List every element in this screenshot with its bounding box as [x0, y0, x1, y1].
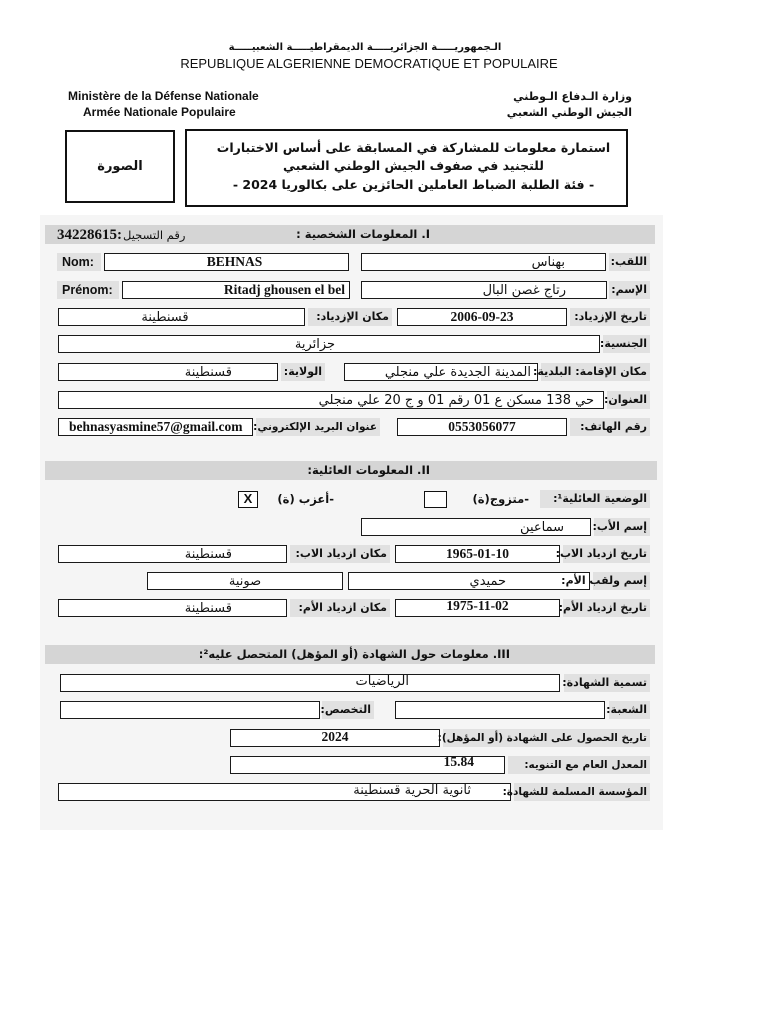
single-checkbox[interactable] [238, 491, 258, 508]
average-label: المعدل العام مع التنويه: [508, 756, 650, 774]
nom-value: BEHNAS [206, 254, 263, 269]
email-field[interactable] [58, 418, 253, 436]
residence-commune-label: مكان الإقامة: البلدية: [541, 363, 650, 381]
commune-value: المدينة الجديدة علي منجلي [384, 365, 531, 380]
father-birth-place-field[interactable] [58, 545, 287, 563]
mother-birth-date-field[interactable] [395, 599, 560, 617]
surname-ar-label: اللقب: [609, 253, 650, 271]
section-family-title: II. المعلومات العائلية: [307, 463, 430, 477]
mother-surname-field[interactable] [348, 572, 590, 590]
certificate-name-value: الرياضيات [355, 674, 409, 689]
phone-field[interactable] [397, 418, 567, 436]
father-birth-date-value: 1965-01-10 [446, 546, 509, 561]
mother-birth-place-field[interactable] [58, 599, 287, 617]
birth-date-value: 2006-09-23 [450, 309, 514, 324]
birth-place-field[interactable] [58, 308, 305, 326]
prenom-field[interactable] [122, 281, 350, 299]
father-name-field[interactable] [361, 518, 591, 536]
address-value: حي 138 مسكن ع 01 رقم 01 و ج 20 علي منجلي [318, 393, 594, 408]
first-name-ar-label: الإسم: [609, 281, 650, 299]
father-birth-place-label: مكان ازدياد الاب: [290, 545, 390, 563]
married-checkbox[interactable] [424, 491, 447, 508]
phone-value: 0553056077 [448, 419, 516, 434]
prenom-label: Prénom: [57, 281, 119, 299]
surname-ar-value: بهناس [531, 255, 565, 270]
nationality-field[interactable] [58, 335, 600, 353]
first-name-ar-value: رتاج غصن البال [482, 283, 566, 298]
father-birth-date-field[interactable] [395, 545, 560, 563]
date-obtained-field[interactable] [230, 729, 440, 747]
section-personal-title: I. المعلومات الشخصية : [296, 227, 430, 241]
average-value: 15.84 [443, 754, 474, 769]
registration-number-value: 34228615: [57, 227, 122, 243]
registration-number-label: رقم التسجيل [123, 228, 186, 242]
father-birth-place-value: قسنطينة [184, 547, 232, 562]
mother-birth-place-label: مكان ازدياد الأم: [290, 599, 390, 617]
nationality-value: جزائرية [294, 337, 336, 352]
mother-name-label: إسم ولقب الأم: [593, 572, 650, 590]
wilaya-value: قسنطينة [184, 365, 232, 380]
form-title-line-1: استمارة معلومات للمشاركة في المسابقة على أساس الاختبارات [216, 140, 611, 155]
single-option-label: -أعزب (ة) [277, 492, 334, 506]
mother-birth-place-value: قسنطينة [184, 601, 232, 616]
institution-label: المؤسسة المسلمة للشهادة: [514, 783, 650, 801]
prenom-value: Ritadj ghousen el bel [223, 282, 345, 297]
wilaya-label: الولاية: [281, 363, 325, 381]
single-check-mark: X [243, 491, 253, 506]
institution-field[interactable] [58, 783, 511, 801]
father-name-value: سماعين [520, 520, 564, 535]
mother-surname-value: حميدي [469, 574, 506, 589]
photo-label: الصورة [97, 159, 143, 174]
commune-field[interactable] [344, 363, 538, 381]
republic-french: REPUBLIQUE ALGERIENNE DEMOCRATIQUE ET POPULAIRE [180, 56, 558, 71]
phone-label: رقم الهاتف: [570, 418, 650, 436]
section-certificate-title: III. معلومات حول الشهادة (أو المؤهل) المتحصل عليه²: [198, 647, 510, 661]
mother-birth-date-label: تاريخ ازدياد الأم: [563, 599, 650, 617]
institution-value: ثانوية الحرية قسنطينة [353, 783, 471, 798]
date-obtained-label: تاريخ الحصول على الشهادة (أو المؤهل): [443, 729, 650, 747]
certificate-name-label: تسمية الشهادة: [564, 674, 650, 692]
father-name-label: إسم الأب: [594, 518, 650, 536]
specialty-field[interactable] [60, 701, 320, 719]
ministry-french: Ministère de la Défense Nationale [68, 89, 259, 103]
address-label: العنوان: [607, 391, 650, 409]
registration-number [57, 227, 185, 243]
section-certificate-bar [45, 645, 655, 664]
nom-label: Nom: [57, 253, 101, 271]
date-obtained-value: 2024 [321, 729, 349, 744]
form-title-line-3: - فئة الطلبة الضباط العاملين الحائزين على بكالوريا 2024 - [232, 177, 595, 192]
father-birth-date-label: تاريخ ازدياد الاب: [563, 545, 650, 563]
mother-first-name-field[interactable] [147, 572, 343, 590]
mother-first-name-value: صونية [228, 574, 262, 589]
mother-birth-date-value: 1975-11-02 [446, 598, 509, 613]
form-title-line-2: للتجنيد في صفوف الجيش الوطني الشعبي [283, 158, 544, 173]
nom-field[interactable] [104, 253, 349, 271]
form-title-box [185, 129, 628, 207]
marital-status-label: الوضعية العائلية¹: [540, 490, 650, 508]
branch-field[interactable] [395, 701, 605, 719]
average-field[interactable] [230, 756, 505, 774]
certificate-name-field[interactable] [60, 674, 560, 692]
republic-arabic: الـجمهوريـــــة الجزائريـــــة الديمقراطيـــــة الشعبيـــــة [228, 42, 502, 53]
army-arabic: الجيش الوطني الشعبي [506, 106, 632, 119]
birth-date-label: تاريخ الإزدياد: [570, 308, 650, 326]
email-label: عنوان البريد الإلكتروني: [256, 418, 380, 436]
wilaya-field[interactable] [58, 363, 278, 381]
photo-box [65, 130, 175, 203]
nationality-label: الجنسية: [603, 335, 650, 353]
branch-label: الشعبة: [609, 701, 650, 719]
first-name-ar-field[interactable] [361, 281, 607, 299]
army-french: Armée Nationale Populaire [83, 105, 236, 119]
ministry-arabic: وزارة الـدفاع الـوطني [513, 90, 632, 103]
birth-date-field[interactable] [397, 308, 567, 326]
birth-place-label: مكان الإزدياد: [308, 308, 392, 326]
married-option-label: -متزوج(ة) [472, 492, 529, 506]
section-family-bar [45, 461, 657, 480]
email-value: behnasyasmine57@gmail.com [69, 419, 243, 434]
specialty-label: التخصص: [322, 701, 374, 719]
address-field[interactable] [58, 391, 604, 409]
surname-ar-field[interactable] [361, 253, 606, 271]
birth-place-value: قسنطينة [141, 310, 189, 325]
